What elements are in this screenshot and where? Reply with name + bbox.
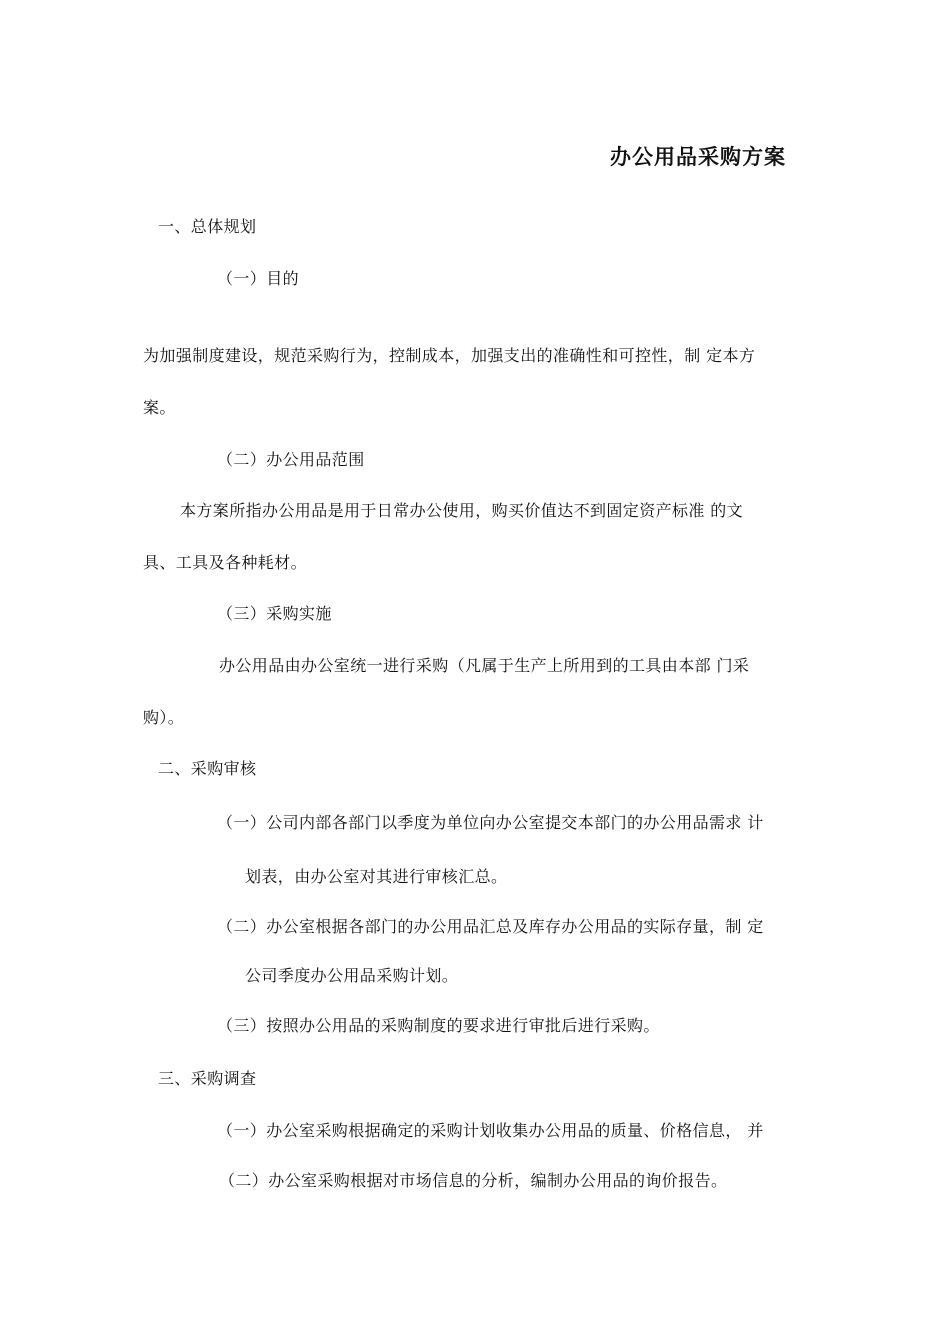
subsection-heading: （二）办公用品范围 xyxy=(217,450,365,469)
paragraph-line: 购）。 xyxy=(143,708,185,727)
subsection-heading: （一）目的 xyxy=(217,269,300,288)
paragraph-line: 本方案所指办公用品是用于日常办公使用，购买价值达不到固定资产标准 的文 xyxy=(180,501,744,520)
paragraph-line: 办公用品由办公室统一进行采购（凡属于生产上所用到的工具由本部 门采 xyxy=(219,656,750,675)
list-item: （二）办公室根据各部门的办公用品汇总及库存办公用品的实际存量，制 定 xyxy=(217,917,764,936)
subsection-heading: （三）采购实施 xyxy=(217,604,332,623)
list-item-continuation: 划表，由办公室对其进行审核汇总。 xyxy=(245,867,508,886)
list-item: （一）公司内部各部门以季度为单位向办公室提交本部门的办公用品需求 计 xyxy=(217,813,764,832)
paragraph-line: 案。 xyxy=(143,398,176,417)
section-heading: 三、采购调查 xyxy=(158,1069,257,1088)
list-item: （一）办公室采购根据确定的采购计划收集办公用品的质量、价格信息， 并 xyxy=(217,1121,764,1140)
document-title: 办公用品采购方案 xyxy=(610,145,786,169)
list-item: （三）按照办公用品的采购制度的要求进行审批后进行采购。 xyxy=(217,1016,660,1035)
section-heading: 二、采购审核 xyxy=(158,759,257,778)
list-item-continuation: 公司季度办公用品采购计划。 xyxy=(245,966,459,985)
paragraph-line: 为加强制度建设，规范采购行为，控制成本，加强支出的准确性和可控性，制 定本方 xyxy=(143,346,756,365)
paragraph-line: 具、工具及各种耗材。 xyxy=(143,553,308,572)
list-item: （二）办公室采购根据对市场信息的分析，编制办公用品的询价报告。 xyxy=(219,1171,728,1190)
section-heading: 一、总体规划 xyxy=(158,217,257,236)
